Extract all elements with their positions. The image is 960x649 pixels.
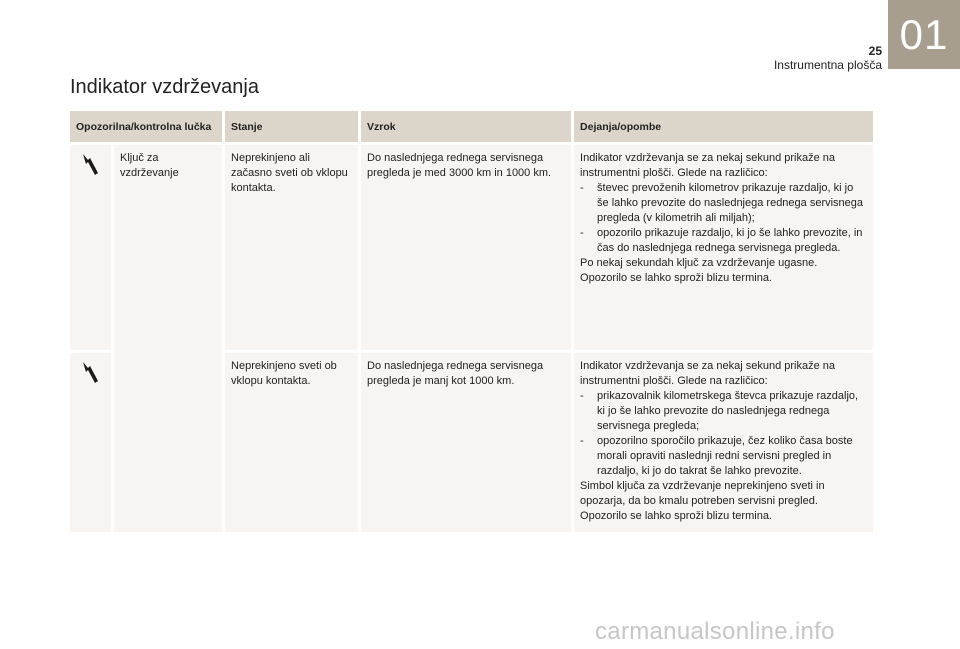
actions-intro: Indikator vzdrževanja se za nekaj sekund prikaže na instrumentni plošči. Glede na različico: [580, 152, 835, 179]
list-item: - opozorilno sporočilo prikazuje, čez koliko časa boste morali opraviti naslednji redni servisni pregled in razdaljo, ki jo do takrat še lahko prevozite. [580, 434, 867, 479]
page-number: 25 [868, 44, 882, 58]
status-cell: Neprekinjeno sveti ob vklopu kontakta. [225, 350, 361, 532]
col-header-cause: Vzrok [361, 111, 574, 142]
table-header-row [70, 111, 873, 142]
maintenance-table [70, 111, 873, 532]
cause-cell: Do naslednjega rednega servisnega pregleda je med 3000 km in 1000 km. [361, 142, 574, 350]
actions-intro: Indikator vzdrževanja se za nekaj sekund prikaže na instrumentni plošči. Glede na različico: [580, 360, 835, 387]
col-header-status: Stanje [225, 111, 361, 142]
actions-note: Opozorilo se lahko sproži blizu termina. [580, 272, 772, 284]
col-header-actions: Dejanja/opombe [574, 111, 873, 142]
cause-cell: Do naslednjega rednega servisnega pregleda je manj kot 1000 km. [361, 350, 574, 532]
actions-note: Opozorilo se lahko sproži blizu termina. [580, 510, 772, 522]
actions-note: Po nekaj sekundah ključ za vzdrževanje ugasne. [580, 257, 818, 269]
section-name: Instrumentna plošča [773, 58, 882, 72]
icon-cell [70, 350, 114, 532]
actions-list [580, 181, 867, 256]
actions-note: Simbol ključa za vzdrževanje neprekinjeno sveti in opozarja, da bo kmalu potreben servisni pregled. [580, 480, 825, 507]
list-item: - prikazovalnik kilometrskega števca prikazuje razdaljo, ki jo še lahko prevozite do naslednjega rednega servisnega pregleda; [580, 389, 867, 434]
actions-list [580, 389, 867, 479]
page-title: Indikator vzdrževanja [70, 76, 259, 98]
wrench-icon [80, 168, 102, 180]
actions-cell [574, 350, 873, 532]
status-cell: Neprekinjeno ali začasno sveti ob vklopu kontakta. [225, 142, 361, 350]
list-item: - števec prevoženih kilometrov prikazuje razdaljo, ki jo še lahko prevozite do naslednjega rednega servisnega pregleda (v kilometrih ali miljah); [580, 181, 867, 226]
wrench-icon [80, 376, 102, 388]
icon-cell [70, 142, 114, 350]
chapter-tab: 01 [888, 0, 960, 69]
watermark: carmanualsonline.info [595, 618, 835, 645]
actions-cell [574, 142, 873, 350]
col-header-light: Opozorilna/kontrolna lučka [70, 111, 225, 142]
list-item: - opozorilo prikazuje razdaljo, ki jo še lahko prevozite, in čas do naslednjega rednega servisnega pregleda. [580, 226, 867, 256]
table-row [70, 142, 873, 350]
light-name: Ključ za vzdrževanje [114, 142, 225, 532]
